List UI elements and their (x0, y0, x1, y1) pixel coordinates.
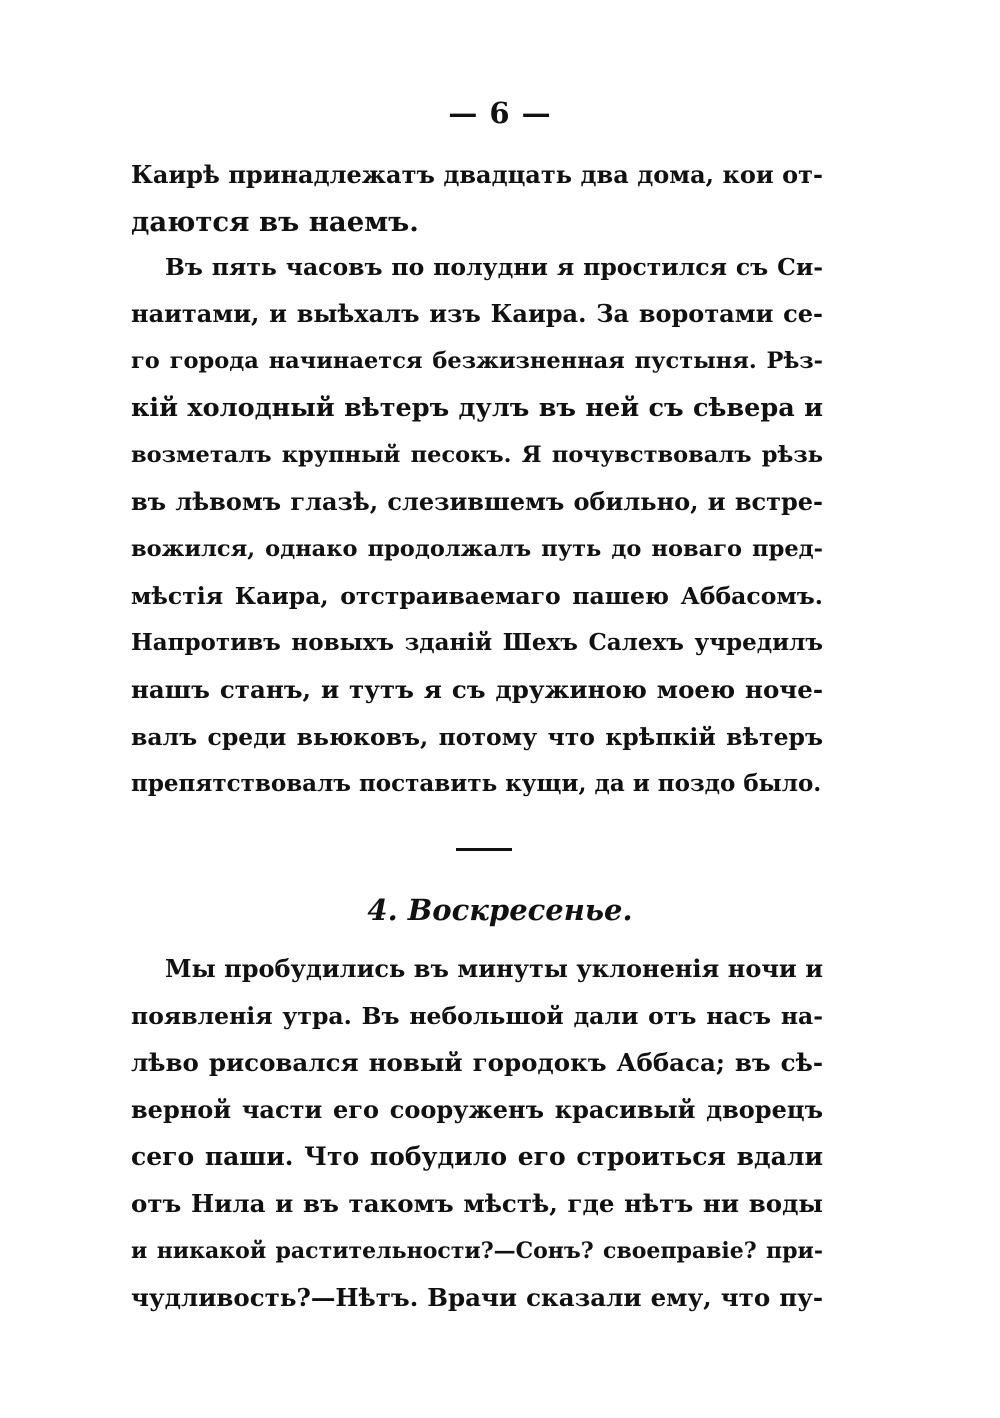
text-line: Въ пять часовъ по полудни я простился съ Си- (165, 253, 823, 281)
text-line: верной части его сооруженъ красивый дворецъ (131, 1095, 823, 1124)
page-number: — 6 — (448, 96, 552, 130)
text-line: наитами, и выѣхалъ изъ Каира. За воротами се- (131, 299, 823, 328)
text-line: и никакой растительности?—Сонъ? своеправіе? при- (131, 1238, 823, 1264)
text-line: го города начинается безжизненная пустыня. Рѣз- (131, 348, 823, 374)
text-line: вoзметалъ крупный песокъ. Я почувствовалъ рѣзь (131, 442, 823, 468)
text-line: лѣво рисовался новый городокъ Аббаса; въ сѣ- (131, 1048, 823, 1077)
text-line: нашъ станъ, и тутъ я съ дружиною моею ноче- (131, 675, 823, 704)
text-line: Каирѣ принадлежатъ двадцать два дома, кои от- (131, 160, 823, 189)
text-line: появленія утра. Въ небольшой дали отъ насъ на- (131, 1002, 823, 1030)
section-heading: 4. Воскресенье. (367, 893, 633, 927)
text-line: сего паши. Что побудило его строиться вдали (131, 1142, 823, 1171)
text-line: вожился, однако продолжалъ путь до новаго пред- (131, 536, 823, 562)
text-line: даются въ наемъ. (131, 206, 419, 238)
text-line: препятствовалъ поставить кущи, да и поздо было. (131, 770, 822, 797)
text-line: валъ среди вьюковъ, потому что крѣпкій вѣтеръ (131, 723, 823, 751)
text-line: Напротивъ новыхъ зданій Шехъ Салехъ учредилъ (131, 629, 823, 656)
text-line: чудливость?—Нѣтъ. Врачи сказали ему, что пу- (131, 1283, 823, 1312)
text-line: кій холодный вѣтеръ дулъ въ ней съ сѣвера и (131, 393, 823, 423)
text-line: отъ Нила и въ такомъ мѣстѣ, где нѣтъ ни воды (131, 1189, 823, 1218)
text-line: Мы пробудились въ минуты уклоненія ночи и (165, 954, 823, 983)
section-divider (456, 848, 512, 851)
text-line: мѣстія Каира, отстраиваемаго пашею Аббасомъ. (131, 582, 823, 610)
text-line: въ лѣвомъ глазѣ, слезившемъ обильно, и встре- (131, 487, 823, 516)
